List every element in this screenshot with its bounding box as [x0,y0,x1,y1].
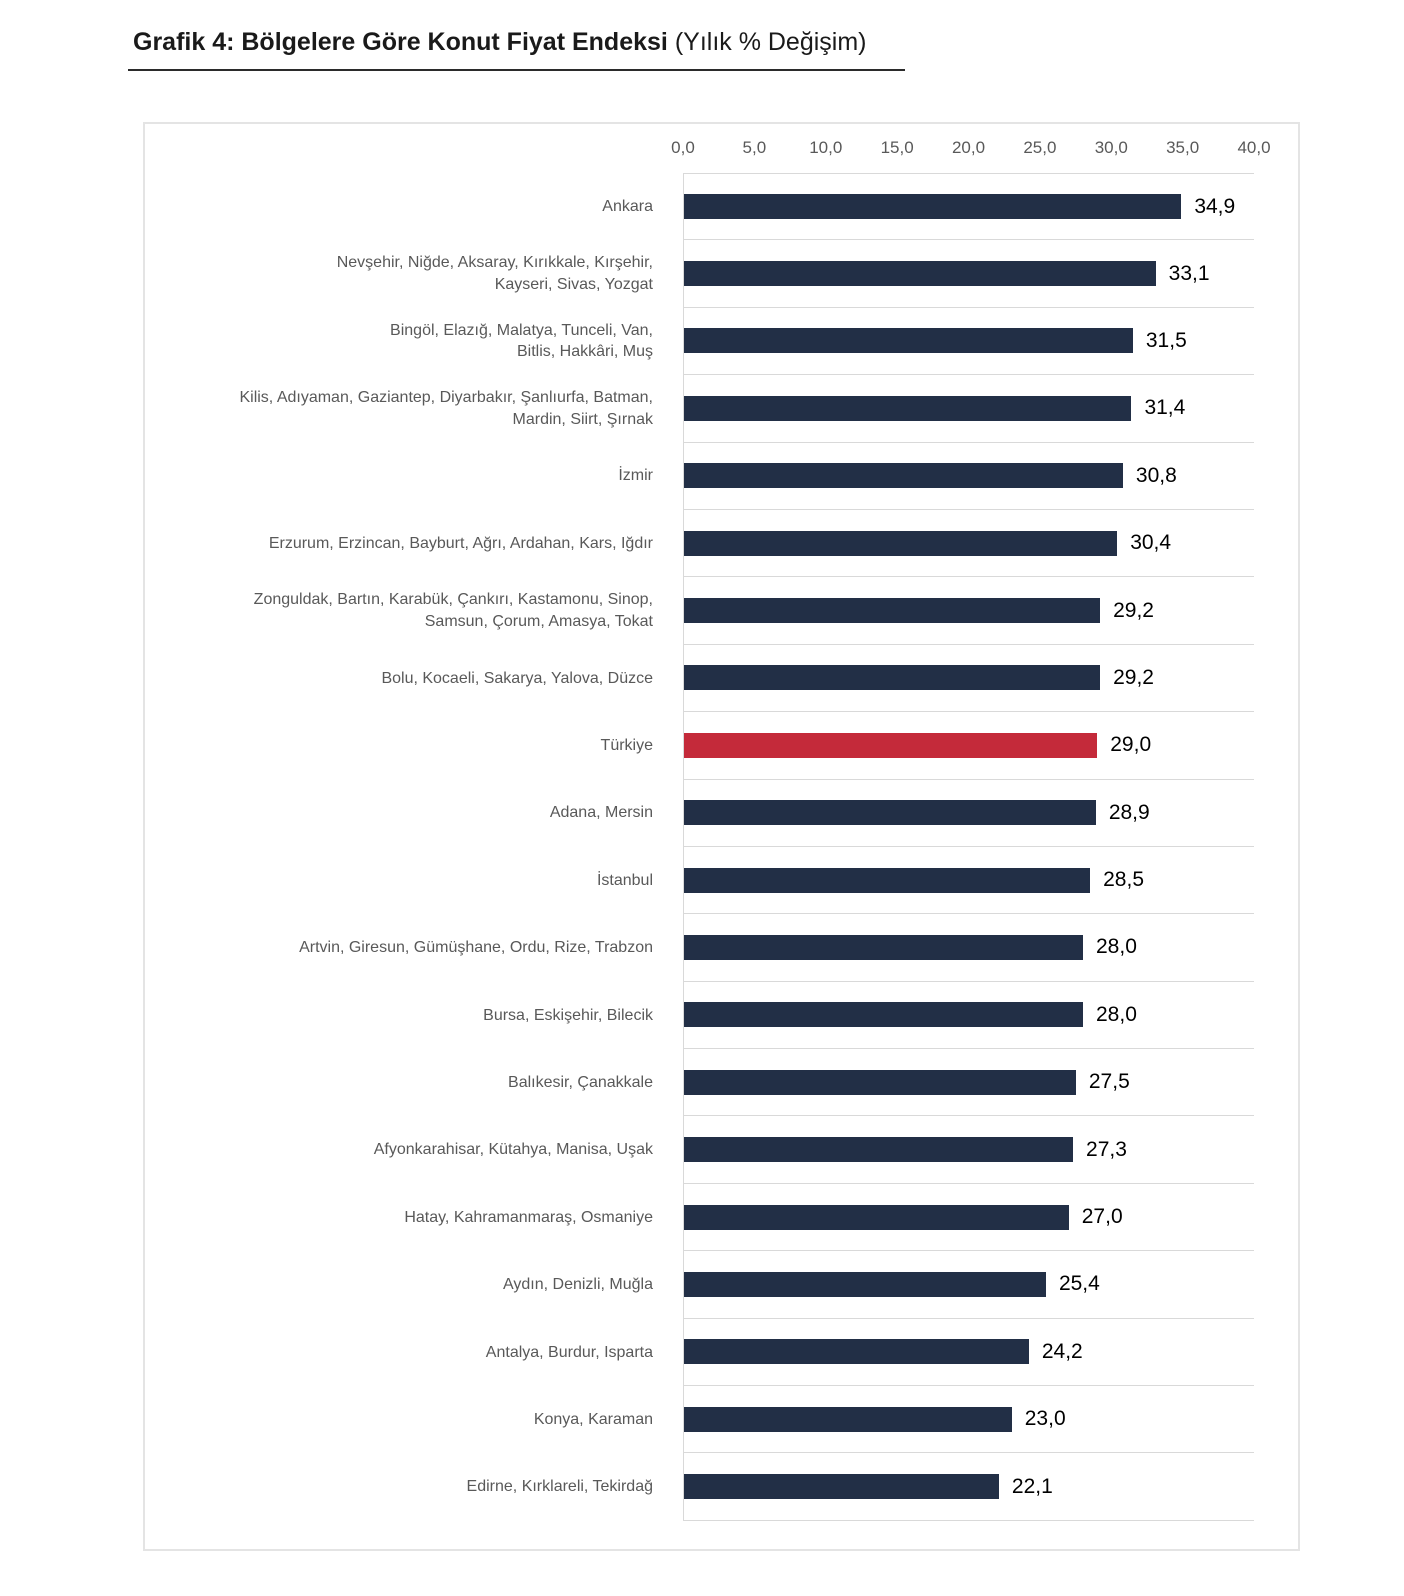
plot-cell [683,240,1254,307]
value-label: 29,2 [1113,665,1154,689]
bar [684,1137,1073,1162]
category-label: Edirne, Kırklareli, Tekirdağ [466,1478,653,1496]
plot-cell [683,780,1254,847]
value-label: 30,8 [1135,463,1177,487]
bar-row [145,1453,1298,1520]
chart-frame [143,122,1300,1551]
value-label: 27,0 [1081,1205,1123,1229]
bar [684,800,1096,825]
x-axis-tick: 25,0 [1023,138,1057,157]
value-label: 29,2 [1113,598,1154,622]
bar [684,1002,1083,1027]
bar-row [145,375,1298,442]
value-label: 22,1 [1011,1474,1053,1498]
value-label: 28,0 [1096,935,1137,959]
bar-row [145,240,1298,307]
category-label: Konya, Karaman [533,1410,653,1428]
bar-row [145,443,1298,510]
value-label: 24,2 [1041,1339,1083,1363]
category-label: Nevşehir, Niğde, Aksaray, Kırıkkale, Kırşehir, Kayseri, Sivas, Yozgat [336,254,653,294]
value-label: 27,3 [1086,1137,1127,1161]
value-label: 33,1 [1168,261,1210,285]
chart-title-bold: Grafik 4: Bölgelere Göre Konut Fiyat Endeksi [133,28,668,56]
plot-cell [683,982,1254,1049]
plot-cell [683,577,1254,644]
bar-row [145,1049,1298,1116]
x-axis-tick: 0,0 [671,138,695,157]
value-label: 28,9 [1108,800,1150,824]
bar-rows [145,173,1298,1521]
bar [684,665,1100,690]
bar-row [145,510,1298,577]
plot-cell [683,645,1254,712]
value-label: 31,4 [1144,396,1186,420]
bar-row [145,577,1298,644]
bar-row [145,173,1298,240]
bar-row [145,1184,1298,1251]
bar [684,531,1117,556]
bar [684,396,1131,421]
plot-cell [683,443,1254,510]
plot-cell [683,712,1254,779]
bar [684,1339,1029,1364]
bar-row [145,982,1298,1049]
bar [684,868,1090,893]
category-label: Hatay, Kahramanmaraş, Osmaniye [404,1208,653,1226]
plot-cell [683,1184,1254,1251]
x-axis-tick: 15,0 [880,138,914,157]
value-label: 28,0 [1096,1002,1137,1026]
category-label: Bingöl, Elazığ, Malatya, Tunceli, Van, Bitlis, Hakkâri, Muş [390,321,653,361]
category-label: Adana, Mersin [549,804,653,822]
x-axis-tick: 20,0 [951,138,986,157]
bar-row [145,847,1298,914]
bar [684,463,1123,488]
category-label: Bursa, Eskişehir, Bilecik [483,1006,653,1024]
bar-row [145,1116,1298,1183]
value-label: 34,9 [1194,194,1236,218]
plot-cell [683,375,1254,442]
category-label: Ankara [602,197,653,215]
bar [684,935,1083,960]
plot-cell [683,173,1254,240]
value-label: 31,5 [1145,328,1187,352]
value-label: 28,5 [1103,868,1144,892]
bar-row [145,914,1298,981]
bar [684,261,1156,286]
value-label: 27,5 [1088,1070,1130,1094]
bar [684,598,1100,623]
bar [684,1272,1046,1297]
bar [684,328,1133,353]
title-underline [128,69,905,71]
value-label: 30,4 [1130,531,1172,555]
bar-row [145,308,1298,375]
bar-row [145,712,1298,779]
plot-cell [683,1319,1254,1386]
x-axis-tick: 5,0 [742,138,767,157]
plot-cell [683,914,1254,981]
bar [684,1407,1012,1432]
chart-title [133,28,867,57]
plot-cell [683,1386,1254,1453]
bar-row [145,1386,1298,1453]
plot-cell [683,1251,1254,1318]
x-axis-tick: 30,0 [1094,138,1128,157]
category-label: Balıkesir, Çanakkale [508,1073,653,1091]
bar [684,1205,1069,1230]
category-label: Kilis, Adıyaman, Gaziantep, Diyarbakır, Şanlıurfa, Batman, Mardin, Siirt, Şırnak [239,389,653,428]
category-label: Türkiye [600,737,653,755]
category-label: Bolu, Kocaeli, Sakarya, Yalova, Düzce [381,669,653,687]
bar [684,194,1181,219]
category-label: Antalya, Burdur, Isparta [485,1343,653,1361]
bar-row [145,1251,1298,1318]
plot-cell [683,510,1254,577]
x-axis-tick: 35,0 [1166,138,1200,157]
category-label: Afyonkarahisar, Kütahya, Manisa, Uşak [373,1141,653,1159]
bar-row [145,780,1298,847]
plot-cell [683,847,1254,914]
plot-cell [683,1453,1254,1520]
plot-cell [683,308,1254,375]
x-axis-tick: 10,0 [809,138,843,157]
plot-cell [683,1049,1254,1116]
category-label: İstanbul [596,871,653,889]
value-label: 25,4 [1058,1272,1100,1296]
value-label: 29,0 [1110,733,1152,757]
category-label: İzmir [618,467,653,485]
bar [684,1474,999,1499]
bar-highlighted [684,733,1097,758]
x-axis [671,138,1271,160]
x-axis-tick: 40,0 [1237,138,1271,157]
chart-title-subtitle: (Yılık % Değişim) [674,28,867,56]
value-label: 23,0 [1024,1407,1066,1431]
plot-cell [683,1116,1254,1183]
category-label: Erzurum, Erzincan, Bayburt, Ağrı, Ardahan, Kars, Iğdır [268,534,653,552]
bar-row [145,1319,1298,1386]
bar-row [145,645,1298,712]
category-label: Artvin, Giresun, Gümüşhane, Ordu, Rize, Trabzon [299,939,653,957]
category-label: Aydın, Denizli, Muğla [503,1276,653,1294]
bar [684,1070,1076,1095]
category-label: Zonguldak, Bartın, Karabük, Çankırı, Kastamonu, Sinop, Samsun, Çorum, Amasya, Tokat [253,591,653,631]
